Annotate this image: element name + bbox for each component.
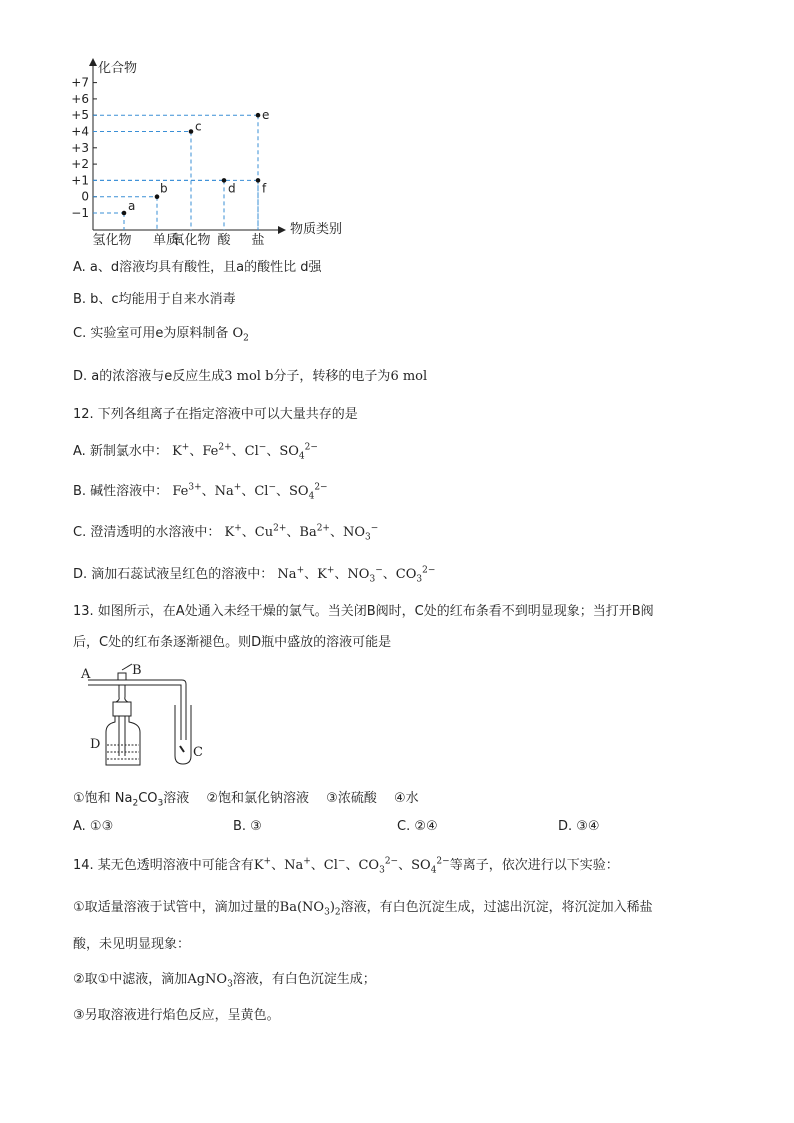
q13-substances: ①饱和 $Na_2CO_3$溶液 ②饱和氯化钠溶液 ③浓硫酸 ④水: [73, 791, 419, 809]
q14-step3: ③另取溶液进行焰色反应，呈黄色。: [73, 1008, 280, 1023]
q14-step1-cont: 酸，未见明显现象：: [73, 937, 191, 952]
x-category-label: 盐: [251, 233, 265, 248]
q12-option-d: D. 滴加石蕊试液呈红色的溶液中： Na+、K+、$NO_3^-$、$CO_3^{2-}$: [73, 565, 436, 585]
x-category-label: 氢化物: [92, 233, 132, 248]
q11-c-formula: $O_2$: [232, 326, 249, 344]
y-axis-label: 化合物: [98, 61, 138, 76]
q13-stem-line2: 后，C处的红布条逐渐褪色。则D瓶中盛放的溶液可能是: [73, 635, 392, 650]
y-tick-label: +6: [71, 91, 89, 106]
point-label-c: c: [195, 119, 202, 134]
q12-a-ions: K+、$Fe^{2+}$、Cl−、$SO_4^{2-}$: [172, 442, 318, 462]
apparatus-diagram: [78, 660, 218, 770]
point-label-f: f: [262, 181, 267, 196]
y-tick-label: +7: [71, 75, 89, 90]
q11-d-amount: 3 mol b: [224, 369, 274, 384]
q11-option-a: A. a、d溶液均具有酸性，且a的酸性比 d强: [73, 260, 322, 275]
x-category-label: 单质: [152, 233, 180, 248]
label-b: B: [132, 663, 142, 678]
point-f: [256, 178, 261, 183]
q11-option-c: [73, 322, 249, 344]
x-category-labels: [92, 232, 264, 248]
point-b: [155, 194, 160, 199]
y-tick-label: +5: [71, 108, 89, 123]
q11-c-text: C. 实验室可用e为原料制备: [73, 326, 229, 341]
q12-stem: 12. 下列各组离子在指定溶液中可以大量共存的是: [73, 407, 358, 422]
q13-stem-line1: 13. 如图所示，在A处通入未经干燥的氯气。当关闭B阀时，C处的红布条看不到明显现象；当打开B阀: [73, 604, 654, 619]
q13-option-d: D. ③④: [558, 819, 600, 834]
point-a: [122, 211, 127, 216]
q13-option-b: B. ③: [233, 819, 262, 834]
q11-d-amount2: 6 mol: [390, 369, 428, 384]
guide-lines: [93, 115, 258, 230]
q14-step2: ②取①中滤液，滴加AgNO$_3$溶液，有白色沉淀生成；: [73, 972, 376, 990]
valence-chart: [60, 55, 360, 250]
valve-b: [118, 673, 126, 680]
q12-option-c: C. 澄清透明的水溶液中： K+、$Cu^{2+}$、$Ba^{2+}$、$NO_3^-$: [73, 523, 379, 543]
point-label-e: e: [262, 108, 270, 123]
q13-option-c: C. ②④: [397, 819, 438, 834]
q12-option-a: A. 新制氯水中： K+、$Fe^{2+}$、Cl−、$SO_4^{2-}$: [73, 442, 318, 462]
point-d: [222, 178, 227, 183]
test-tube-c: [175, 705, 191, 764]
q12-c-ions: K+、$Cu^{2+}$、$Ba^{2+}$、$NO_3^-$: [224, 523, 379, 543]
point-c: [189, 129, 194, 134]
y-tick-label: −1: [71, 206, 89, 220]
q14-step1: ①取适量溶液于试管中，滴加过量的$Ba(NO_3)_2$溶液，有白色沉淀生成，过滤出沉淀，将沉淀加入稀盐: [73, 900, 653, 918]
x-axis-label: 物质类别: [290, 222, 343, 237]
q14-ions: K+、Na+、Cl−、$CO_3^{2-}$、$SO_4^{2-}$: [253, 856, 450, 876]
q14-stem: 14. 某无色透明溶液中可能含有K+、Na+、Cl−、$CO_3^{2-}$、$SO_4^{2-}$等离子，依次进行以下实验：: [73, 856, 619, 876]
label-c: C: [193, 745, 203, 760]
q12-b-ions: $Fe^{3+}$、Na+、Cl−、$SO_4^{2-}$: [172, 482, 328, 502]
y-tick-label: +4: [71, 124, 89, 139]
y-tick-label: +2: [71, 157, 89, 172]
point-label-d: d: [228, 181, 236, 196]
q12-d-ions: Na+、K+、$NO_3^-$、$CO_3^{2-}$: [277, 565, 436, 585]
point-e: [256, 113, 261, 118]
q11-d-text: D. a的浓溶液与e反应生成: [73, 369, 225, 384]
label-d: D: [90, 737, 101, 752]
x-category-label: 酸: [217, 233, 231, 248]
q14-ba-formula: $Ba(NO_3)_2$: [279, 900, 341, 918]
q13-option-a: A. ①③: [73, 819, 114, 834]
y-tick-label: +1: [71, 173, 89, 188]
y-tick-label: 0: [81, 189, 89, 204]
q12-option-b: B. 碱性溶液中： $Fe^{3+}$、Na+、Cl−、$SO_4^{2-}$: [73, 482, 328, 502]
data-points: [122, 108, 270, 215]
y-tick-label: +3: [71, 140, 89, 155]
stopper: [113, 702, 131, 716]
q14-ag-formula: AgNO$_3$: [187, 972, 233, 990]
point-label-a: a: [128, 199, 136, 213]
q11-d-mid: 分子，转移的电子为: [273, 369, 391, 384]
label-a: A: [81, 667, 91, 682]
q11-option-b: B. b、c均能用于自来水消毒: [73, 292, 236, 307]
point-label-b: b: [160, 181, 168, 196]
q11-option-d: [73, 365, 427, 384]
x-category-label: 氧化物: [171, 233, 211, 248]
bottle-d: [106, 716, 140, 765]
